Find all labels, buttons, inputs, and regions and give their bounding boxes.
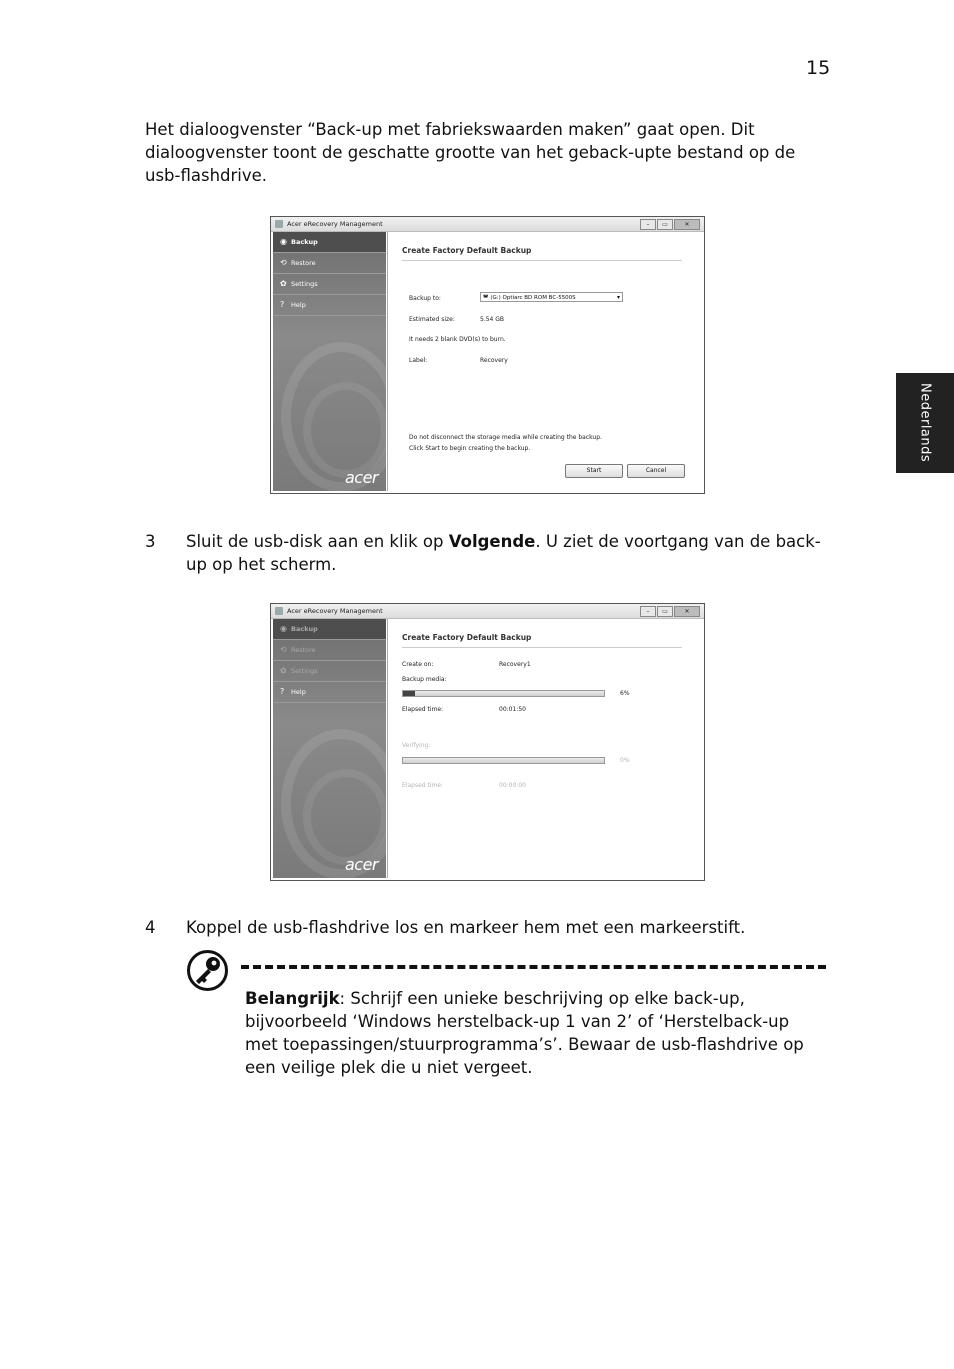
decorative-swirl: [303, 382, 389, 478]
restore-icon: ⟲: [280, 645, 287, 654]
backup-to-dropdown[interactable]: [480, 292, 623, 302]
sidebar-item-settings[interactable]: [273, 274, 386, 295]
sidebar-item-backup[interactable]: [273, 619, 386, 640]
backup-icon: ◉: [280, 624, 287, 633]
sidebar: [273, 232, 386, 491]
dvd-needed-text: It needs 2 blank DVD(s) to burn.: [409, 336, 506, 343]
gear-icon: ✿: [280, 279, 287, 288]
screenshot-progress-dialog: [270, 603, 705, 881]
chevron-down-icon: ▾: [616, 294, 620, 301]
title-divider: [402, 260, 682, 261]
sidebar-item-settings[interactable]: [273, 661, 386, 682]
intro-paragraph: Het dialoogvenster “Back-up met fabriekswaarden maken” gaat open. Dit dialoogvenster toont de geschatte grootte van het geback-upte bestand op de usb-flashdrive.: [145, 120, 796, 185]
elapsed-time-value: 00:01:50: [499, 706, 526, 713]
sidebar-item-help[interactable]: [273, 682, 386, 703]
sidebar-item-restore[interactable]: [273, 640, 386, 661]
drive-icon: ◚: [483, 295, 489, 301]
window-controls: [640, 606, 700, 617]
sidebar-item-label: Settings: [291, 280, 318, 288]
important-note: [245, 987, 825, 1079]
note-keyword: Belangrijk: [245, 989, 340, 1008]
acer-logo: acer: [344, 468, 378, 487]
sidebar-item-label: Backup: [291, 238, 318, 246]
note-text: : Schrijf een unieke beschrijving op elke back-up, bijvoorbeeld ‘Windows herstelback-up 1 van 2’ of ‘Herstelback-up met toepassingen/stuurprogramma’s’. Bewaar de usb-flashdrive op een veilige plek die u niet vergeet.: [245, 989, 804, 1077]
elapsed-time-value: 00:00:00: [499, 782, 526, 789]
sidebar-item-label: Backup: [291, 625, 318, 633]
language-label: Nederlands: [917, 383, 933, 463]
backup-percent: 6%: [620, 690, 630, 697]
window-titlebar: [271, 604, 704, 619]
minimize-icon[interactable]: –: [640, 606, 656, 617]
elapsed-time-label: Elapsed time:: [402, 706, 444, 713]
maximize-icon[interactable]: ▭: [657, 219, 673, 230]
sidebar-item-backup[interactable]: [273, 232, 386, 253]
label-value: Recovery: [480, 357, 508, 364]
label-label: Label:: [409, 357, 428, 364]
window-controls: [640, 219, 700, 230]
step-text-pre: Sluit de usb-disk aan en klik op: [186, 532, 449, 551]
step-number: 3: [145, 532, 156, 551]
help-icon: ?: [280, 300, 285, 309]
dialog-title: Create Factory Default Backup: [402, 633, 532, 642]
title-divider: [402, 647, 682, 648]
dropdown-value: (G:) Optiarc BD ROM BC-5500S: [490, 295, 576, 301]
backup-to-label: Backup to:: [409, 295, 441, 302]
create-on-value: Recovery1: [499, 661, 531, 668]
close-icon[interactable]: ✕: [674, 219, 700, 230]
window-title: Acer eRecovery Management: [287, 220, 383, 228]
restore-icon: ⟲: [280, 258, 287, 267]
language-side-tab: [896, 373, 954, 473]
elapsed-time-label: Elapsed time:: [402, 782, 444, 789]
acer-logo: acer: [344, 855, 378, 874]
step-keyword: Volgende: [448, 532, 536, 551]
sidebar-item-label: Help: [291, 301, 306, 309]
instruction-text: Click Start to begin creating the backup.: [409, 445, 531, 452]
step-text: Koppel de usb-flashdrive los en markeer hem met een markeerstift.: [186, 918, 746, 937]
maximize-icon[interactable]: ▭: [657, 606, 673, 617]
sidebar-item-label: Settings: [291, 667, 318, 675]
verify-progress-bar: [402, 757, 605, 764]
note-divider: [241, 965, 826, 969]
backup-media-label: Backup media:: [402, 676, 447, 683]
window-title: Acer eRecovery Management: [287, 607, 383, 615]
app-icon: [275, 220, 283, 228]
content-panel: [387, 619, 702, 878]
step-text-post: . U ziet de voortgang van de back-up op het scherm.: [186, 532, 821, 574]
dialog-title: Create Factory Default Backup: [402, 246, 532, 255]
gear-icon: ✿: [280, 666, 287, 675]
content-panel: [387, 232, 702, 491]
estimated-size-label: Estimated size:: [409, 316, 455, 323]
sidebar-item-label: Restore: [291, 646, 316, 654]
important-note-icon: [186, 949, 229, 992]
minimize-icon[interactable]: –: [640, 219, 656, 230]
window-titlebar: [271, 217, 704, 232]
sidebar-item-label: Help: [291, 688, 306, 696]
start-button[interactable]: Start: [565, 464, 623, 478]
help-icon: ?: [280, 687, 285, 696]
cancel-button[interactable]: Cancel: [627, 464, 685, 478]
sidebar-item-restore[interactable]: [273, 253, 386, 274]
warning-text: Do not disconnect the storage media while creating the backup.: [409, 434, 602, 441]
step-text: [186, 530, 826, 576]
decorative-swirl: [303, 769, 389, 865]
sidebar-item-help[interactable]: [273, 295, 386, 316]
sidebar-item-label: Restore: [291, 259, 316, 267]
sidebar: [273, 619, 386, 878]
create-on-label: Create on:: [402, 661, 434, 668]
estimated-size-value: 5.54 GB: [480, 316, 505, 323]
verifying-label: Verifying:: [402, 742, 431, 749]
backup-progress-fill: [403, 691, 415, 696]
close-icon[interactable]: ✕: [674, 606, 700, 617]
verify-percent: 0%: [620, 757, 630, 764]
screenshot-backup-dialog: [270, 216, 705, 494]
step-number: 4: [145, 918, 156, 937]
page-number: 15: [806, 57, 831, 79]
backup-icon: ◉: [280, 237, 287, 246]
app-icon: [275, 607, 283, 615]
backup-progress-bar: [402, 690, 605, 697]
